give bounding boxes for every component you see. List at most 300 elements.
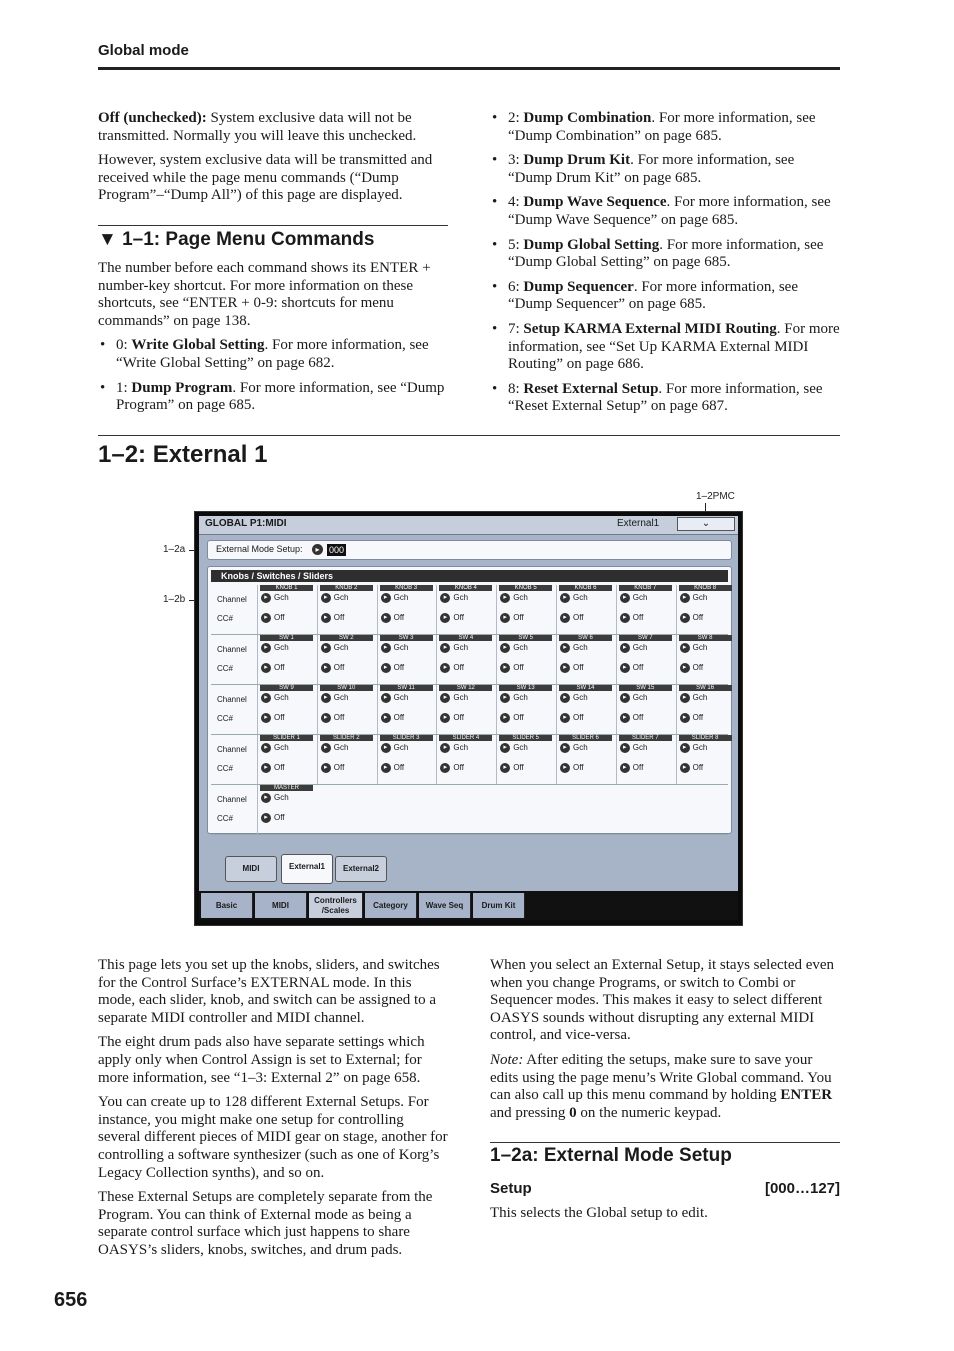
cc-value-field[interactable]	[680, 663, 704, 673]
control-header: SW 6	[559, 635, 612, 641]
control-cell	[556, 585, 614, 634]
body-paragraph: You can create up to 128 different External Setups. For instance, you might make one setup for controlling several different pieces of MIDI gear on stage, another for controlling a software synthesizer (such as one of Korg’s Legacy Collection synths), and so on.	[98, 1094, 448, 1181]
control-header: SLIDER 7	[619, 735, 672, 741]
channel-value: Gch	[692, 693, 708, 703]
channel-value: Gch	[453, 593, 469, 603]
popup-arrow-icon[interactable]: ▸	[261, 693, 271, 703]
cc-value-field[interactable]	[381, 613, 405, 623]
control-cell	[616, 635, 674, 684]
popup-arrow-icon[interactable]: ▸	[500, 663, 510, 673]
cc-value-field[interactable]	[440, 713, 464, 723]
control-group-block	[211, 735, 728, 785]
cc-value-field[interactable]	[321, 663, 345, 673]
cc-value-field[interactable]	[440, 663, 464, 673]
control-header: KNOB 7	[619, 585, 672, 591]
cc-value: Off	[274, 713, 285, 723]
chevron-down-icon: ⌄	[701, 518, 711, 529]
channel-value-field[interactable]	[560, 743, 588, 753]
control-header: KNOB 2	[320, 585, 373, 591]
popup-arrow-icon[interactable]: ▸	[560, 663, 570, 673]
cc-value: Off	[692, 713, 704, 723]
popup-arrow-icon[interactable]: ▸	[680, 663, 690, 673]
channel-value: Gch	[632, 643, 648, 653]
cc-value-field[interactable]	[381, 713, 405, 723]
popup-arrow-icon[interactable]: ▸	[381, 613, 391, 623]
popup-arrow-icon[interactable]: ▸	[680, 763, 690, 773]
cc-value-field[interactable]	[500, 713, 524, 723]
channel-value: Gch	[632, 693, 648, 703]
popup-arrow-icon[interactable]: ▸	[261, 663, 271, 673]
list-item: • 7: Setup KARMA External MIDI Routing. For more information, see “Set Up KARMA External MIDI Routing” on page 686.	[492, 320, 840, 373]
popup-arrow-icon[interactable]: ▸	[440, 693, 450, 703]
cc-row-label: CC#	[217, 714, 234, 723]
popup-arrow-icon[interactable]: ▸	[440, 593, 450, 603]
screen-capture	[194, 511, 743, 926]
popup-arrow-icon[interactable]: ▸	[321, 593, 331, 603]
param-range: [000…127]	[764, 1180, 840, 1197]
popup-arrow-icon[interactable]: ▸	[440, 643, 450, 653]
control-cell	[317, 585, 375, 634]
note-label: Note:	[490, 1051, 524, 1068]
channel-row-label: Channel	[217, 695, 247, 704]
channel-value-field[interactable]	[680, 593, 708, 603]
list-item: • 4: Dump Wave Sequence. For more information, see “Dump Wave Sequence” on page 685.	[492, 194, 831, 228]
popup-arrow-icon[interactable]: ▸	[500, 593, 510, 603]
control-cell	[676, 735, 734, 784]
popup-arrow-icon[interactable]: ▸	[381, 663, 391, 673]
popup-arrow-icon[interactable]: ▸	[620, 713, 630, 723]
cc-value: Off	[453, 713, 464, 723]
cc-value: Off	[453, 763, 464, 773]
channel-value-field[interactable]	[321, 643, 349, 653]
popup-arrow-icon[interactable]: ▸	[500, 693, 510, 703]
cc-value-field[interactable]	[261, 713, 285, 723]
control-header: SLIDER 2	[320, 735, 373, 741]
cc-value-field[interactable]	[680, 763, 704, 773]
channel-row-label: Channel	[217, 595, 247, 604]
tab-drum-kit[interactable]: Drum Kit	[473, 893, 525, 918]
popup-arrow-icon[interactable]: ▸	[620, 743, 630, 753]
cc-value: Off	[393, 713, 405, 723]
cc-value: Off	[274, 813, 285, 823]
popup-arrow-icon[interactable]: ▸	[500, 643, 510, 653]
control-cell	[616, 585, 674, 634]
param-description: This selects the Global setup to edit.	[490, 1205, 708, 1221]
channel-value-field[interactable]	[620, 643, 648, 653]
cc-value: Off	[274, 663, 285, 673]
page-number: 656	[54, 1289, 88, 1311]
control-header: SW 1	[260, 635, 313, 641]
tab-wave-seq[interactable]: Wave Seq	[419, 893, 471, 918]
control-header: KNOB 5	[499, 585, 552, 591]
channel-value: Gch	[333, 743, 349, 753]
cc-value-field[interactable]	[261, 813, 285, 823]
popup-arrow-icon[interactable]: ▸	[321, 663, 331, 673]
cc-value: Off	[632, 663, 644, 673]
channel-value-field[interactable]	[620, 593, 648, 603]
cc-value-field[interactable]	[620, 613, 644, 623]
cc-value: Off	[393, 763, 405, 773]
channel-value-field[interactable]	[680, 743, 708, 753]
screen-title: GLOBAL P1:MIDI	[205, 518, 287, 529]
cc-value-field[interactable]	[381, 663, 405, 673]
mode-setup-heading: 1–2a: External Mode Setup	[490, 1145, 732, 1166]
popup-arrow-icon[interactable]: ▸	[560, 593, 570, 603]
popup-arrow-icon[interactable]: ▸	[620, 643, 630, 653]
cc-value-field[interactable]	[261, 613, 285, 623]
popup-arrow-icon[interactable]: ▸	[500, 613, 510, 623]
cc-row-label: CC#	[217, 614, 234, 623]
control-group-block	[211, 685, 728, 735]
cc-value-field[interactable]	[261, 663, 285, 673]
cc-value-field[interactable]	[620, 763, 644, 773]
bullet-list-right	[490, 110, 840, 416]
control-header: SLIDER 8	[679, 735, 732, 741]
popup-arrow-icon[interactable]: ▸	[680, 743, 690, 753]
control-cell	[377, 735, 435, 784]
cc-value: Off	[274, 763, 285, 773]
header-rule	[98, 67, 840, 70]
mode-setup-value[interactable]: 000	[329, 545, 345, 555]
channel-value: Gch	[692, 593, 708, 603]
channel-value-field[interactable]	[440, 693, 468, 703]
control-header: SW 15	[619, 685, 672, 691]
control-header: SLIDER 4	[439, 735, 492, 741]
channel-value-field[interactable]	[500, 743, 528, 753]
channel-value: Gch	[393, 693, 409, 703]
list-item: • 3: Dump Drum Kit. For more information, see “Dump Drum Kit” on page 685.	[492, 152, 795, 186]
popup-arrow-icon[interactable]: ▸	[321, 713, 331, 723]
channel-value-field[interactable]	[321, 693, 349, 703]
popup-arrow-icon[interactable]: ▸	[500, 713, 510, 723]
upper-tab-bar	[207, 836, 732, 886]
cc-value-field[interactable]	[381, 763, 405, 773]
cc-value: Off	[333, 663, 345, 673]
channel-value: Gch	[513, 693, 528, 703]
channel-value-field[interactable]	[620, 743, 648, 753]
cc-value-field[interactable]	[321, 763, 345, 773]
popup-arrow-icon[interactable]: ▸	[312, 544, 323, 555]
cc-value-field[interactable]	[261, 763, 285, 773]
channel-value: Gch	[453, 643, 469, 653]
cc-value-field[interactable]	[680, 613, 704, 623]
channel-value-field[interactable]	[560, 693, 588, 703]
control-header: SW 16	[679, 685, 732, 691]
popup-arrow-icon[interactable]: ▸	[560, 763, 570, 773]
popup-arrow-icon[interactable]: ▸	[381, 763, 391, 773]
tab-external2[interactable]: External2	[335, 856, 387, 882]
control-header: KNOB 6	[559, 585, 612, 591]
control-header: KNOB 4	[439, 585, 492, 591]
popup-arrow-icon[interactable]: ▸	[261, 743, 271, 753]
popup-arrow-icon[interactable]: ▸	[560, 693, 570, 703]
control-header: SW 9	[260, 685, 313, 691]
control-cell	[317, 685, 375, 734]
cc-value: Off	[513, 663, 524, 673]
cc-value-field[interactable]	[321, 713, 345, 723]
running-head: Global mode	[98, 42, 189, 59]
list-item: • 8: Reset External Setup. For more information, see “Reset External Setup” on page 687.	[492, 380, 823, 415]
popup-arrow-icon[interactable]: ▸	[560, 713, 570, 723]
popup-arrow-icon[interactable]: ▸	[680, 643, 690, 653]
channel-value: Gch	[274, 693, 289, 703]
sysex-paragraph: However, system exclusive data will be transmitted and received while the page menu commands (“Dump Program”–“Dump All”) of this page are displayed.	[98, 152, 433, 204]
control-cell	[556, 685, 614, 734]
control-cell	[676, 585, 734, 634]
callout-a: 1–2a	[163, 544, 186, 555]
channel-value: Gch	[573, 593, 588, 603]
param-name: Setup	[490, 1180, 532, 1197]
channel-value: Gch	[333, 643, 349, 653]
channel-value-field[interactable]	[261, 693, 289, 703]
cc-value-field[interactable]	[440, 613, 464, 623]
control-cell	[496, 635, 554, 684]
control-cell	[496, 585, 554, 634]
popup-arrow-icon[interactable]: ▸	[560, 643, 570, 653]
channel-value-field[interactable]	[381, 593, 409, 603]
channel-value-field[interactable]	[381, 743, 409, 753]
popup-arrow-icon[interactable]: ▸	[620, 763, 630, 773]
control-cell	[436, 685, 494, 734]
tab-controllers-scales[interactable]: Controllers /Scales	[309, 893, 363, 918]
popup-arrow-icon[interactable]: ▸	[440, 713, 450, 723]
popup-arrow-icon[interactable]: ▸	[381, 643, 391, 653]
body-paragraph: The eight drum pads also have separate settings which apply only when Control Assign is set to External; for more information, see “1–3: External 2” on page 658.	[98, 1034, 425, 1086]
channel-value: Gch	[393, 593, 409, 603]
list-item: • 0: Write Global Setting. For more information, see “Write Global Setting” on page 682.	[100, 337, 429, 371]
popup-arrow-icon[interactable]: ▸	[500, 743, 510, 753]
popup-arrow-icon[interactable]: ▸	[440, 763, 450, 773]
cc-value: Off	[632, 713, 644, 723]
channel-value: Gch	[453, 743, 469, 753]
popup-arrow-icon[interactable]: ▸	[440, 613, 450, 623]
page-menu-button[interactable]	[677, 517, 735, 531]
control-cell	[436, 635, 494, 684]
bullet-list-left	[98, 337, 448, 414]
controls-panel	[207, 566, 732, 834]
channel-value-field[interactable]	[261, 793, 289, 803]
cc-value: Off	[573, 713, 584, 723]
channel-value-field[interactable]	[500, 643, 528, 653]
popup-arrow-icon[interactable]: ▸	[261, 613, 271, 623]
control-cell	[257, 635, 315, 684]
cc-value-field[interactable]	[440, 763, 464, 773]
channel-value: Gch	[274, 743, 289, 753]
control-header: SW 5	[499, 635, 552, 641]
channel-value: Gch	[393, 743, 409, 753]
cc-value-field[interactable]	[560, 663, 584, 673]
control-cell	[377, 585, 435, 634]
list-item: • 1: Dump Program. For more information, see “Dump Program” on page 685.	[100, 379, 445, 414]
channel-value-field[interactable]	[680, 693, 708, 703]
popup-arrow-icon[interactable]: ▸	[261, 713, 271, 723]
channel-value: Gch	[333, 593, 349, 603]
control-header: KNOB 8	[679, 585, 732, 591]
control-header: MASTER	[260, 785, 313, 791]
channel-value-field[interactable]	[321, 593, 349, 603]
control-header: KNOB 3	[380, 585, 433, 591]
channel-value: Gch	[274, 643, 289, 653]
off-paragraph	[98, 110, 448, 145]
channel-value-field[interactable]	[680, 643, 708, 653]
channel-value-field[interactable]	[381, 693, 409, 703]
channel-value: Gch	[692, 643, 708, 653]
bottom-right-column	[490, 957, 840, 1122]
off-text: System exclusive data will not be transmitted. Normally you will leave this unchecked.	[98, 110, 417, 144]
cc-value-field[interactable]	[560, 763, 584, 773]
cc-row-label: CC#	[217, 814, 234, 823]
control-cell	[616, 685, 674, 734]
cc-value-field[interactable]	[500, 663, 524, 673]
channel-value: Gch	[573, 743, 588, 753]
popup-arrow-icon[interactable]: ▸	[261, 643, 271, 653]
channel-value-field[interactable]	[440, 643, 468, 653]
callout-pmc: 1–2PMC	[696, 491, 735, 502]
cc-value-field[interactable]	[620, 713, 644, 723]
control-cell	[676, 685, 734, 734]
popup-arrow-icon[interactable]: ▸	[680, 613, 690, 623]
tab-external1[interactable]: External1	[281, 854, 333, 884]
cc-value-field[interactable]	[620, 663, 644, 673]
tab-basic[interactable]: Basic	[201, 893, 253, 918]
control-header: SW 13	[499, 685, 552, 691]
tab-midi-page[interactable]: MIDI	[255, 893, 307, 918]
channel-value: Gch	[513, 593, 528, 603]
channel-value-field[interactable]	[500, 693, 528, 703]
channel-value-field[interactable]	[500, 593, 528, 603]
popup-arrow-icon[interactable]: ▸	[321, 643, 331, 653]
popup-arrow-icon[interactable]: ▸	[261, 793, 271, 803]
cc-value: Off	[692, 613, 704, 623]
popup-arrow-icon[interactable]: ▸	[440, 743, 450, 753]
page-selector-label: External1	[617, 518, 660, 529]
control-header: SLIDER 6	[559, 735, 612, 741]
popup-arrow-icon[interactable]: ▸	[321, 763, 331, 773]
cc-value: Off	[513, 713, 524, 723]
subsection-rule	[490, 1142, 840, 1143]
control-group-block	[211, 785, 728, 835]
channel-value-field[interactable]	[560, 643, 588, 653]
cc-value: Off	[632, 613, 644, 623]
control-cell	[496, 685, 554, 734]
control-cell	[496, 735, 554, 784]
popup-arrow-icon[interactable]: ▸	[321, 743, 331, 753]
popup-arrow-icon[interactable]: ▸	[381, 713, 391, 723]
channel-value: Gch	[513, 643, 528, 653]
popup-arrow-icon[interactable]: ▸	[381, 743, 391, 753]
control-header: KNOB 1	[260, 585, 313, 591]
control-header: SLIDER 3	[380, 735, 433, 741]
popup-arrow-icon[interactable]: ▸	[560, 743, 570, 753]
control-cell	[257, 785, 315, 834]
popup-arrow-icon[interactable]: ▸	[381, 693, 391, 703]
cc-value-field[interactable]	[680, 713, 704, 723]
cc-value: Off	[274, 613, 285, 623]
popup-arrow-icon[interactable]: ▸	[381, 593, 391, 603]
channel-value: Gch	[274, 593, 289, 603]
tab-midi[interactable]: MIDI	[225, 856, 277, 882]
channel-value: Gch	[573, 643, 588, 653]
control-cell	[616, 735, 674, 784]
cc-value-field[interactable]	[560, 613, 584, 623]
control-header: SW 14	[559, 685, 612, 691]
popup-arrow-icon[interactable]: ▸	[560, 613, 570, 623]
popup-arrow-icon[interactable]: ▸	[440, 663, 450, 673]
popup-arrow-icon[interactable]: ▸	[620, 663, 630, 673]
screen-title-bar	[199, 516, 738, 535]
bottom-left-column	[98, 957, 448, 1260]
list-item: • 6: Dump Sequencer. For more information, see “Dump Sequencer” on page 685.	[492, 278, 798, 313]
cc-value-field[interactable]	[500, 763, 524, 773]
cc-value-field[interactable]	[560, 713, 584, 723]
popup-arrow-icon[interactable]: ▸	[321, 613, 331, 623]
channel-value-field[interactable]	[440, 743, 468, 753]
control-header: SW 11	[380, 685, 433, 691]
channel-value-field[interactable]	[261, 643, 289, 653]
channel-value-field[interactable]	[620, 693, 648, 703]
channel-value: Gch	[573, 693, 588, 703]
cc-value: Off	[393, 663, 405, 673]
popup-arrow-icon[interactable]: ▸	[680, 713, 690, 723]
section-title: 1–2: External 1	[98, 441, 268, 468]
popup-arrow-icon[interactable]: ▸	[620, 613, 630, 623]
control-header: SW 12	[439, 685, 492, 691]
cc-row-label: CC#	[217, 664, 234, 673]
control-header: SW 2	[320, 635, 373, 641]
note-paragraph: Note: After editing the setups, make sure to save your edits using the page menu’s Write Global command. You can also call up this menu command by holding ENTER and pressing 0 on the numeric keypad.	[490, 1051, 833, 1121]
channel-value-field[interactable]	[261, 593, 289, 603]
channel-value-field[interactable]	[261, 743, 289, 753]
cc-value-field[interactable]	[500, 613, 524, 623]
control-header: SW 8	[679, 635, 732, 641]
channel-value-field[interactable]	[321, 743, 349, 753]
control-header: SLIDER 1	[260, 735, 313, 741]
cc-value-field[interactable]	[321, 613, 345, 623]
cc-value: Off	[513, 613, 524, 623]
control-cell	[436, 585, 494, 634]
popup-arrow-icon[interactable]: ▸	[261, 763, 271, 773]
popup-arrow-icon[interactable]: ▸	[321, 693, 331, 703]
control-cell	[377, 635, 435, 684]
control-header: SW 4	[439, 635, 492, 641]
body-paragraph: When you select an External Setup, it stays selected even when you change Programs, or switch to Combi or Sequencer modes. This makes it easy to select different OASYS sounds without disrupting any external MIDI control, and vice-versa.	[490, 957, 835, 1044]
channel-value-field[interactable]	[560, 593, 588, 603]
panel-title: Knobs / Switches / Sliders	[211, 570, 728, 582]
control-cell	[377, 685, 435, 734]
cc-value: Off	[632, 763, 644, 773]
popup-arrow-icon[interactable]: ▸	[261, 593, 271, 603]
popup-arrow-icon[interactable]: ▸	[680, 593, 690, 603]
popup-arrow-icon[interactable]: ▸	[500, 763, 510, 773]
control-cell	[556, 735, 614, 784]
cc-value: Off	[573, 613, 584, 623]
control-cell	[317, 735, 375, 784]
control-cell	[257, 685, 315, 734]
section-rule	[98, 225, 448, 226]
body-paragraph: This page lets you set up the knobs, sliders, and switches for the Control Surface’s EXTERNAL mode. In this mode, each slider, knob, and switch can be assigned to a separate MIDI controller and MIDI channel.	[98, 957, 440, 1026]
cc-value: Off	[692, 763, 704, 773]
popup-arrow-icon[interactable]: ▸	[680, 693, 690, 703]
popup-arrow-icon[interactable]: ▸	[620, 593, 630, 603]
callout-b: 1–2b	[163, 594, 186, 605]
shortcut-paragraph: The number before each command shows its ENTER + number-key shortcut. For more information on these shortcuts, see “ENTER + 0-9: shortcuts for menu commands” on page 138.	[98, 260, 431, 329]
tab-category[interactable]: Category	[365, 893, 417, 918]
popup-arrow-icon[interactable]: ▸	[620, 693, 630, 703]
cc-value: Off	[333, 763, 345, 773]
channel-value-field[interactable]	[381, 643, 409, 653]
popup-arrow-icon[interactable]: ▸	[261, 813, 271, 823]
channel-value-field[interactable]	[440, 593, 468, 603]
